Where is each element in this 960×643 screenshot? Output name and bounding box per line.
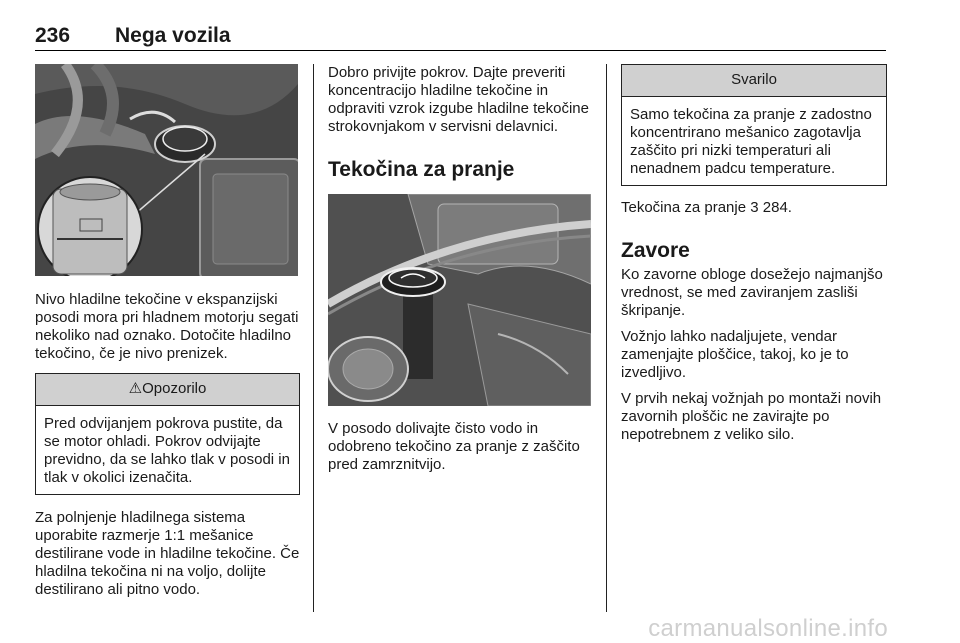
warning-triangle-icon: ⚠ bbox=[128, 380, 143, 397]
page-header bbox=[35, 24, 886, 51]
brakes-paragraph-2: Vožnjo lahko nadaljujete, vendar zamenjajte ploščice, takoj, ko je to izvedljivo. bbox=[621, 328, 849, 381]
cap-tighten-paragraph: Dobro privijte pokrov. Dajte preveriti koncentracijo hladilne tekočine in odpraviti vzrok izgube hladilne tekočine strokovnjakom v servisni delavnici. bbox=[328, 64, 589, 135]
caution-box bbox=[621, 64, 887, 186]
caution-box-header: Svarilo bbox=[622, 65, 886, 97]
column-divider bbox=[606, 64, 607, 612]
page-number: 236 bbox=[35, 24, 71, 47]
column-middle bbox=[328, 64, 594, 474]
caution-text: Samo tekočina za pranje z zadostno koncentrirano mešanico zagotavlja zaščito pri nizki temperaturi ali nenadnem padcu temperature. bbox=[630, 106, 872, 177]
column-divider bbox=[313, 64, 314, 612]
reference-page: 284. bbox=[762, 199, 792, 216]
washer-fluid-reservoir-image bbox=[328, 194, 591, 406]
washer-fluid-reference bbox=[621, 199, 887, 217]
column-right bbox=[621, 64, 887, 444]
washer-fluid-heading: Tekočina za pranje bbox=[328, 158, 515, 181]
watermark: carmanualsonline.info bbox=[648, 615, 888, 642]
brakes-paragraph-1: Ko zavorne obloge dosežejo najmanjšo vrednost, se med zaviranjem zasliši škripanje. bbox=[621, 266, 883, 319]
warning-box bbox=[35, 373, 300, 495]
washer-fluid-paragraph: V posodo dolivajte čisto vodo in odobreno tekočino za pranje z zaščito pred zamrznitvijo. bbox=[328, 420, 580, 473]
warning-title: Opozorilo bbox=[142, 380, 207, 397]
coolant-level-paragraph: Nivo hladilne tekočine v ekspanzijski posodi mora pri hladnem motorju segati nekoliko nad oznako. Dotočite hladilno tekočino, če je nivo prenizek. bbox=[35, 291, 299, 362]
reference-text: Tekočina za pranje bbox=[621, 199, 747, 216]
warning-text: Pred odvijanjem pokrova pustite, da se motor ohladi. Pokrov odvijajte previdno, da se lahko tlak v posodi in tlak v okolici izenačita. bbox=[44, 415, 290, 486]
brakes-paragraph-3: V prvih nekaj vožnjah po montaži novih zavornih ploščic ne zavirajte po nepotrebnem z veliko silo. bbox=[621, 390, 882, 443]
coolant-mixture-paragraph: Za polnjenje hladilnega sistema uporabite razmerje 1:1 mešanice destilirane vode in hladilne tekočine. Če hladilna tekočina ni na voljo, dolijte destilirano ali pitno vodo. bbox=[35, 509, 300, 598]
coolant-reservoir-image bbox=[35, 64, 298, 276]
page-title: Nega vozila bbox=[115, 24, 231, 47]
warning-box-header bbox=[36, 374, 299, 406]
column-left bbox=[35, 64, 300, 599]
page-reference-arrow-icon: 3 bbox=[750, 199, 759, 216]
brakes-heading: Zavore bbox=[621, 239, 690, 262]
